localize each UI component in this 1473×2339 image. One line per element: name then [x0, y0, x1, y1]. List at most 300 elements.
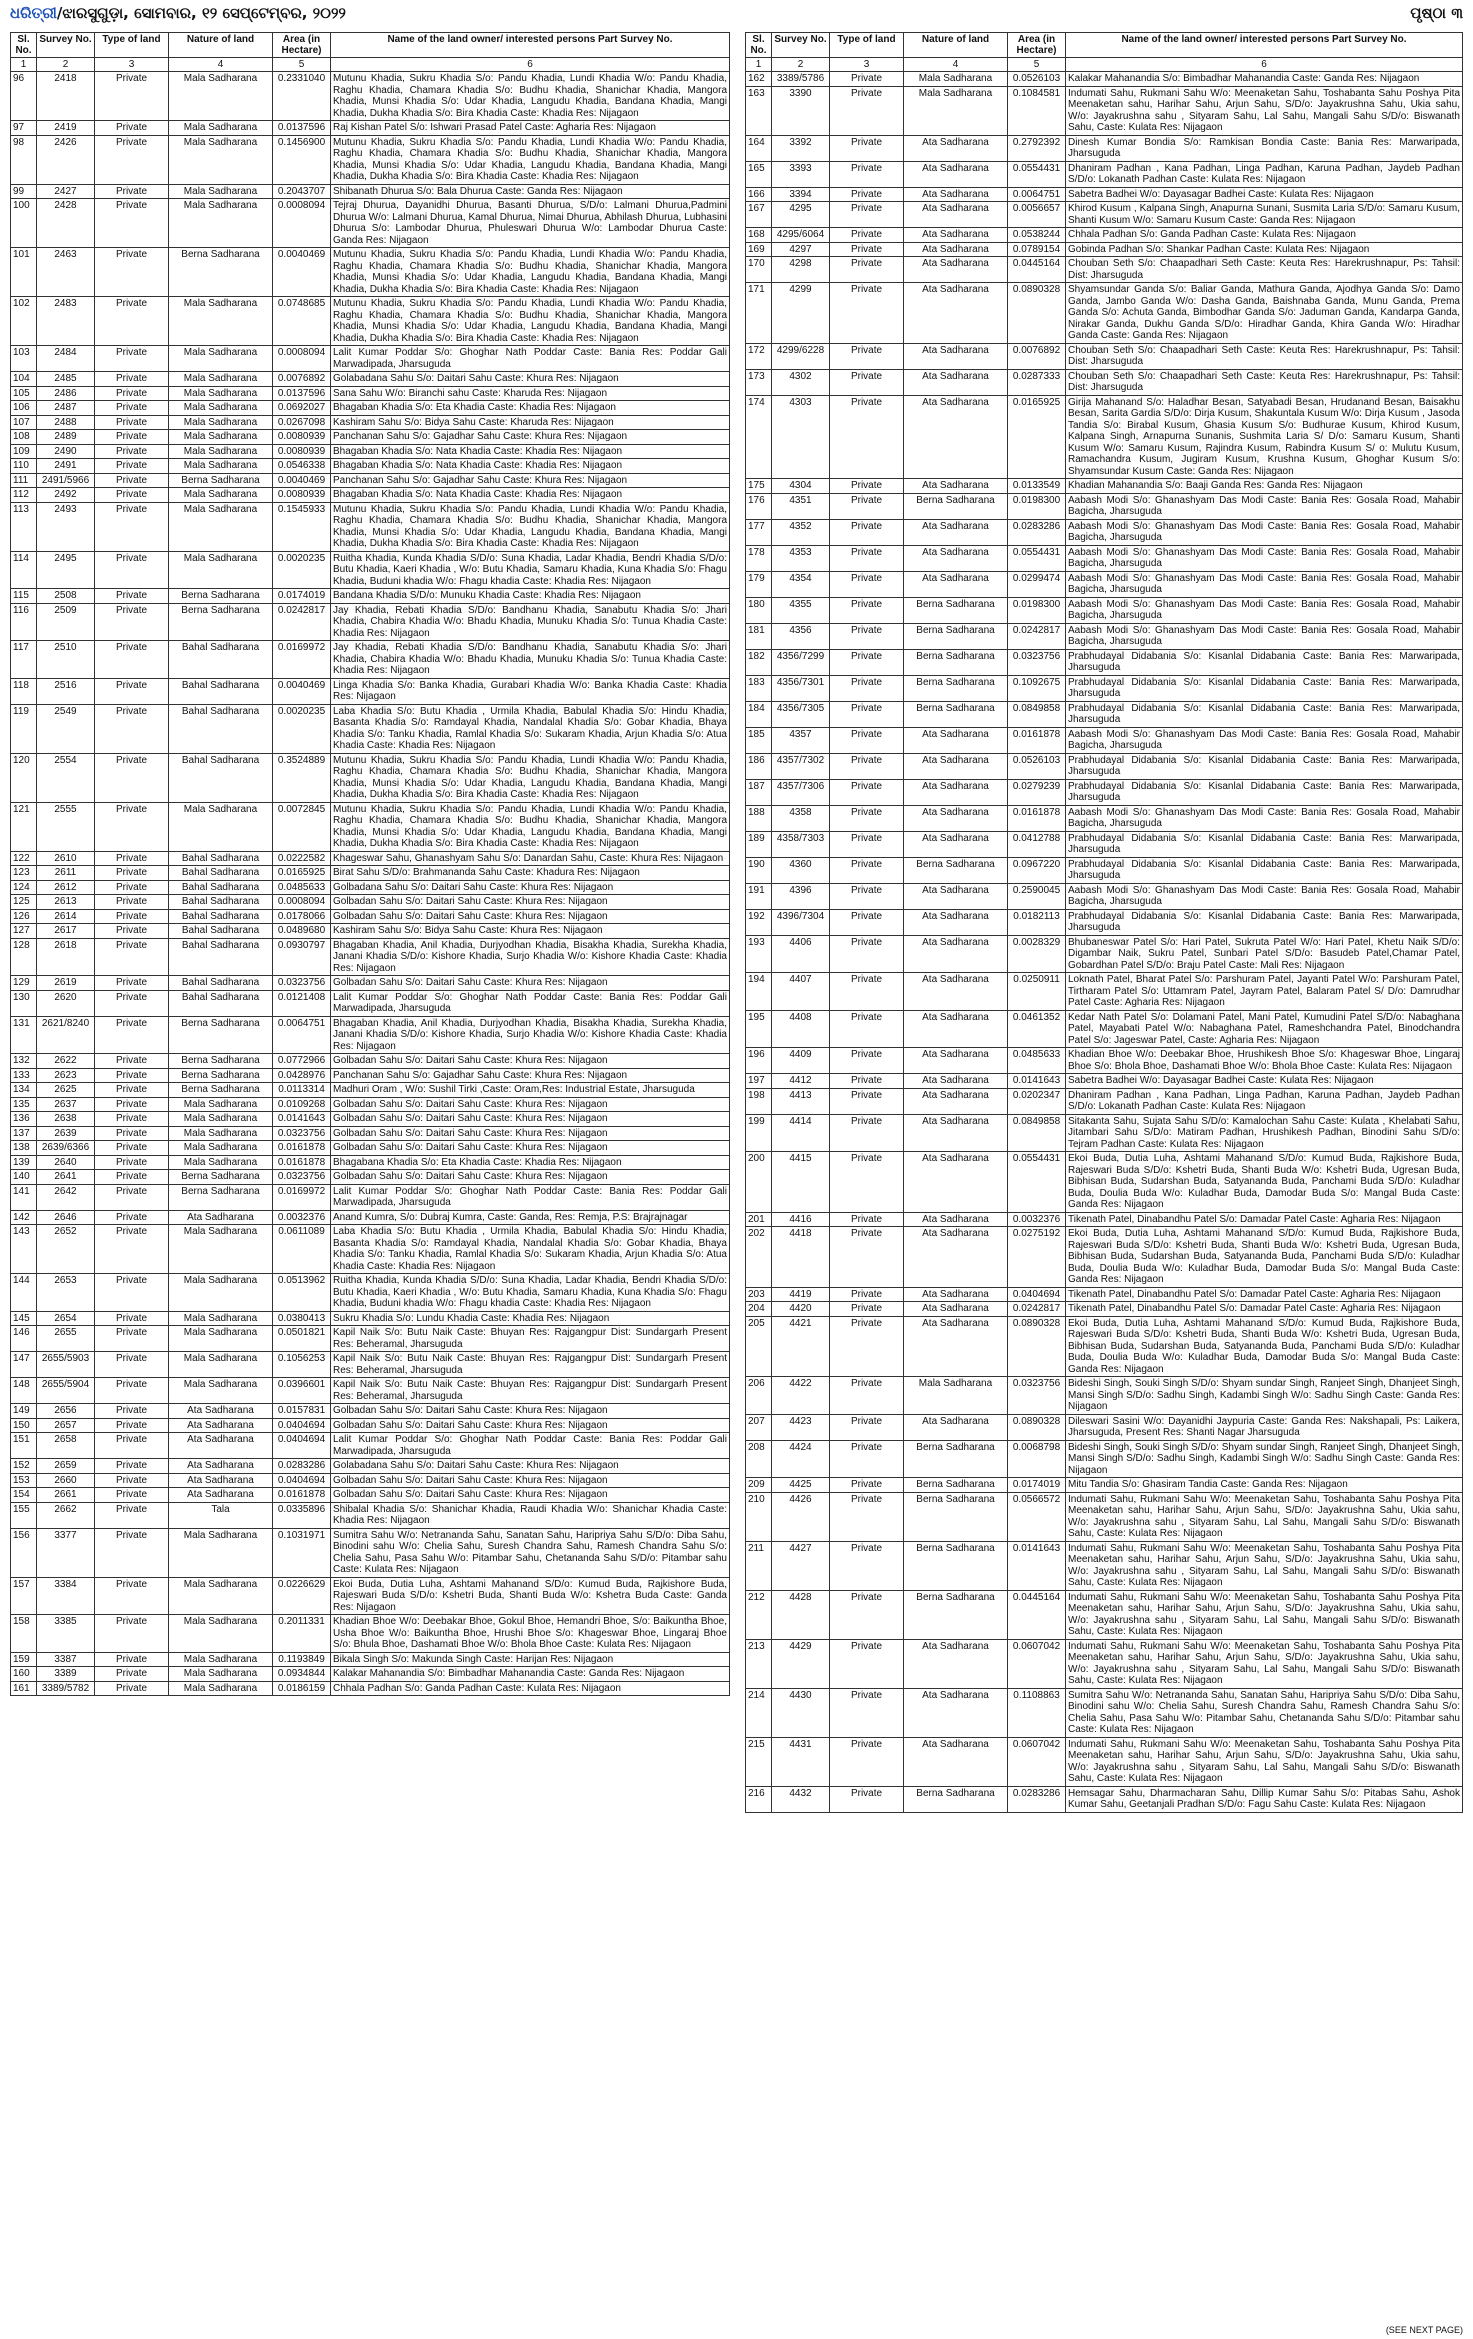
land-type-cell: Private [830, 395, 904, 479]
land-type-cell: Private [95, 924, 169, 939]
land-type-cell: Private [95, 1681, 169, 1696]
survey-no-cell: 2655 [37, 1326, 95, 1352]
land-type-cell: Private [95, 444, 169, 459]
owner-cell: Khirod Kusum , Kalpana Singh, Anapurna Sunani, Susmita Laria S/D/o: Samaru Kusum, Shanti Kusum W/o: Samaru Kusum Caste: Ganda Res: Nijagaon [1066, 202, 1463, 228]
survey-no-cell: 4356/7299 [772, 649, 830, 675]
table-row [11, 1083, 730, 1098]
table-row [11, 1326, 730, 1352]
land-type-cell: Private [830, 1414, 904, 1440]
area-cell: 0.0165925 [273, 866, 331, 881]
land-nature-cell: Mala Sadharana [169, 459, 273, 474]
owner-cell: Aabash Modi S/o: Ghanashyam Das Modi Caste: Bania Res: Gosala Road, Mahabir Bagicha, Jharsuguda [1066, 597, 1463, 623]
land-type-cell: Private [95, 1054, 169, 1069]
table-row [746, 883, 1463, 909]
area-cell: 0.0198300 [1008, 493, 1066, 519]
area-cell: 0.0513962 [273, 1274, 331, 1312]
table-row [11, 1155, 730, 1170]
owner-cell: Girija Mahanand S/o: Haladhar Besan, Satyabadi Besan, Hrudanand Besan, Baisakhu Besan, Sarita Gardia S/D/o: Dirja Kusum, Shakuntala Kusum W/o: Dirja Kusum , Jasoda Tandia S/o: Birabal Kusum, Ghasia Kusum S/o: Budhurae Kusum, Khirod Kusum, Kalpana Singh, Arnapurna Sunanis, Sushmita Laria S/ D/o: Samaru Kusum, Shanti Kusum W/o: Samaru Kusum, Rajindra Kusum, Rabindra Kusum S/ o: Mulutu Kusum, Ramachandra Kusum, Jugiram Kusum, Krushna Kusum, Ghoghar Kusum S/o: Shyamsundar Kusum Caste: Ganda Res: Nijagaon [1066, 395, 1463, 479]
land-nature-cell: Mala Sadharana [169, 1274, 273, 1312]
survey-no-cell: 4298 [772, 257, 830, 283]
sl-no-cell: 184 [746, 701, 772, 727]
table-row [746, 805, 1463, 831]
owner-cell: Golbadan Sahu S/o: Daitari Sahu Caste: Khura Res: Nijagaon [331, 1112, 730, 1127]
land-nature-cell: Bahal Sadharana [169, 880, 273, 895]
owner-cell: Mitu Tandia S/o: Ghasiram Tandia Caste: Ganda Res: Nijagaon [1066, 1478, 1463, 1493]
table-row [11, 184, 730, 199]
land-nature-cell: Ata Sadharana [904, 242, 1008, 257]
survey-no-cell: 2419 [37, 121, 95, 136]
survey-no-cell: 3385 [37, 1615, 95, 1653]
table-row [746, 242, 1463, 257]
survey-no-cell: 2662 [37, 1502, 95, 1528]
survey-no-cell: 2655/5903 [37, 1352, 95, 1378]
survey-no-cell: 2489 [37, 430, 95, 445]
survey-no-cell: 4360 [772, 857, 830, 883]
area-cell: 0.2331040 [273, 72, 331, 121]
sl-no-cell: 206 [746, 1377, 772, 1415]
owner-cell: Tikenath Patel, Dinabandhu Patel S/o: Damadar Patel Caste: Agharia Res: Nijagaon [1066, 1212, 1463, 1227]
land-nature-cell: Ata Sadharana [904, 1227, 1008, 1288]
table-row [746, 1377, 1463, 1415]
survey-no-cell: 4396 [772, 883, 830, 909]
area-cell: 0.0226629 [273, 1577, 331, 1615]
owner-cell: Gobinda Padhan S/o: Shankar Padhan Caste: Kulata Res: Nijagaon [1066, 242, 1463, 257]
sl-no-cell: 121 [11, 802, 37, 851]
table-row [11, 704, 730, 753]
area-cell: 0.0890328 [1008, 1316, 1066, 1377]
table-row [11, 1502, 730, 1528]
owner-cell: Chouban Seth S/o: Chaapadhari Seth Caste: Keuta Res: Harekrushnapur, Ps: Tahsil: Dist: Jharsuguda [1066, 343, 1463, 369]
land-nature-cell: Ata Sadharana [169, 1404, 273, 1419]
land-type-cell: Private [95, 1667, 169, 1682]
area-cell: 0.0250911 [1008, 973, 1066, 1011]
area-cell: 0.1031971 [273, 1528, 331, 1577]
sl-no-cell: 180 [746, 597, 772, 623]
sl-no-cell: 138 [11, 1141, 37, 1156]
owner-cell: Bideshi Singh, Souki Singh S/D/o: Shyam sundar Singh, Ranjeet Singh, Dhanjeet Singh, Mansi Singh S/D/o: Sadhu Singh, Kadambi Singh W/o: Sadhu Singh Caste: Ganda Res: Nijagaon [1066, 1440, 1463, 1478]
land-type-cell: Private [95, 1378, 169, 1404]
header-num: 4 [169, 58, 273, 72]
sl-no-cell: 126 [11, 909, 37, 924]
survey-no-cell: 4427 [772, 1541, 830, 1590]
owner-cell: Bandana Khadia S/D/o: Munuku Khadia Caste: Khadia Res: Nijagaon [331, 589, 730, 604]
sl-no-cell: 212 [746, 1590, 772, 1639]
land-type-cell: Private [830, 1152, 904, 1213]
land-nature-cell: Ata Sadharana [904, 973, 1008, 1011]
owner-cell: Golbadan Sahu S/o: Daitari Sahu Caste: Khura Res: Nijagaon [331, 1097, 730, 1112]
land-type-cell: Private [95, 990, 169, 1016]
table-row [746, 545, 1463, 571]
table-row [11, 346, 730, 372]
survey-no-cell: 4409 [772, 1048, 830, 1074]
sl-no-cell: 137 [11, 1126, 37, 1141]
area-cell: 0.0279239 [1008, 779, 1066, 805]
table-row [11, 121, 730, 136]
owner-cell: Panchanan Sahu S/o: Gajadhar Sahu Caste: Khura Res: Nijagaon [331, 430, 730, 445]
owner-cell: Bhagaban Khadia, Anil Khadia, Durjyodhan Khadia, Bisakha Khadia, Surekha Khadia, Janani Khadia S/D/o: Kishore Khadia, Surjo Khadia W/o: Kishore Khadia Caste: Khadia Res: Nijagaon [331, 1016, 730, 1054]
area-cell: 0.0287333 [1008, 369, 1066, 395]
owner-cell: Sumitra Sahu W/o: Netrananda Sahu, Sanatan Sahu, Haripriya Sahu S/D/o: Diba Sahu, Binodini sahu W/o: Chelia Sahu, Suresh Chandra Sahu, Ramesh Chandra Sahu S/o: Chelia Sahu, Pasa Sahu W/o: Pitambar Sahu, Chetananda Sahu S/D/o: Pitambar sahu Caste: Kulata Res: Nijagaon [1066, 1688, 1463, 1737]
land-type-cell: Private [830, 571, 904, 597]
table-row [11, 1404, 730, 1419]
header-num: 4 [904, 58, 1008, 72]
land-nature-cell: Bahal Sadharana [169, 678, 273, 704]
land-nature-cell: Ata Sadharana [904, 935, 1008, 973]
table-row [11, 1681, 730, 1696]
survey-no-cell: 4356/7305 [772, 701, 830, 727]
land-type-cell: Private [830, 1737, 904, 1786]
sl-no-cell: 139 [11, 1155, 37, 1170]
area-cell: 0.2043707 [273, 184, 331, 199]
owner-cell: Prabhudayal Didabania S/o: Kisanlal Didabania Caste: Bania Res: Marwaripada, Jharsuguda [1066, 909, 1463, 935]
sl-no-cell: 124 [11, 880, 37, 895]
land-nature-cell: Mala Sadharana [169, 1112, 273, 1127]
owner-cell: Chouban Seth S/o: Chaapadhari Seth Caste: Keuta Res: Harekrushnapur, Ps: Tahsil: Dist: Jharsuguda [1066, 369, 1463, 395]
survey-no-cell: 2488 [37, 415, 95, 430]
area-cell: 0.2590045 [1008, 883, 1066, 909]
area-cell: 0.0169972 [273, 1184, 331, 1210]
land-type-cell: Private [830, 701, 904, 727]
land-type-cell: Private [830, 369, 904, 395]
sl-no-cell: 194 [746, 973, 772, 1011]
left-column [10, 32, 730, 2332]
land-type-cell: Private [95, 1068, 169, 1083]
land-nature-cell: Bahal Sadharana [169, 641, 273, 679]
table-row [11, 851, 730, 866]
masthead [10, 0, 1463, 30]
land-nature-cell: Bahal Sadharana [169, 990, 273, 1016]
land-nature-cell: Berna Sadharana [904, 1492, 1008, 1541]
land-type-cell: Private [830, 675, 904, 701]
area-cell: 0.0772966 [273, 1054, 331, 1069]
land-nature-cell: Berna Sadharana [169, 248, 273, 297]
table-row [746, 161, 1463, 187]
table-row [746, 857, 1463, 883]
table-row [11, 1528, 730, 1577]
sl-no-cell: 145 [11, 1311, 37, 1326]
land-nature-cell: Mala Sadharana [169, 72, 273, 121]
land-type-cell: Private [95, 135, 169, 184]
table-row [746, 343, 1463, 369]
survey-no-cell: 4396/7304 [772, 909, 830, 935]
land-type-cell: Private [95, 1141, 169, 1156]
land-type-cell: Private [830, 479, 904, 494]
area-cell: 0.0174019 [1008, 1478, 1066, 1493]
sl-no-cell: 136 [11, 1112, 37, 1127]
sl-no-cell: 105 [11, 386, 37, 401]
sl-no-cell: 179 [746, 571, 772, 597]
area-cell: 0.0040469 [273, 473, 331, 488]
table-row [11, 1097, 730, 1112]
survey-no-cell: 3389/5786 [772, 72, 830, 87]
table-row [746, 1048, 1463, 1074]
survey-no-cell: 4358/7303 [772, 831, 830, 857]
sl-no-cell: 199 [746, 1114, 772, 1152]
sl-no-cell: 160 [11, 1667, 37, 1682]
owner-cell: Prabhudayal Didabania S/o: Kisanlal Didabania Caste: Bania Res: Marwaripada, Jharsuguda [1066, 779, 1463, 805]
survey-no-cell: 2427 [37, 184, 95, 199]
table-row [11, 1184, 730, 1210]
table-row [746, 675, 1463, 701]
land-type-cell: Private [95, 415, 169, 430]
land-nature-cell: Mala Sadharana [169, 444, 273, 459]
survey-no-cell: 3393 [772, 161, 830, 187]
sl-no-cell: 183 [746, 675, 772, 701]
land-type-cell: Private [95, 1274, 169, 1312]
area-cell: 0.2011331 [273, 1615, 331, 1653]
area-cell: 0.0032376 [273, 1210, 331, 1225]
survey-no-cell: 3384 [37, 1577, 95, 1615]
owner-cell: Prabhudayal Didabania S/o: Kisanlal Didabania Caste: Bania Res: Marwaripada, Jharsuguda [1066, 831, 1463, 857]
sl-no-cell: 172 [746, 343, 772, 369]
table-row [746, 257, 1463, 283]
land-type-cell: Private [95, 938, 169, 976]
survey-no-cell: 2426 [37, 135, 95, 184]
area-cell: 0.0428976 [273, 1068, 331, 1083]
sl-no-cell: 106 [11, 401, 37, 416]
right-column [745, 32, 1463, 2332]
brand-logo-text: ଧରିତ୍ରୀ [10, 4, 57, 22]
table-row [11, 1418, 730, 1433]
owner-cell: Khadian Bhoe W/o: Deebakar Bhoe, Hrushikesh Bhoe S/o: Khageswar Bhoe, Lingaraj Bhoe S/o: Bhola Bhoe, Dashamati Bhoe W/o: Bhola Bhoe Caste: Kulata Res: Nijagaon [1066, 1048, 1463, 1074]
land-nature-cell: Bahal Sadharana [169, 976, 273, 991]
sl-no-cell: 110 [11, 459, 37, 474]
land-nature-cell: Berna Sadharana [904, 1440, 1008, 1478]
land-type-cell: Private [830, 1048, 904, 1074]
table-row [746, 753, 1463, 779]
owner-cell: Ekoi Buda, Dutia Luha, Ashtami Mahanand S/D/o: Kumud Buda, Rajkishore Buda, Rajeswari Buda S/D/o: Kshetri Buda, Shanti Buda W/o: Kshetra Buda Caste: Ganda Res: Nijagaon [331, 1577, 730, 1615]
land-type-cell: Private [95, 372, 169, 387]
land-acquisition-table-left [10, 32, 730, 1696]
header-number-row [11, 58, 730, 72]
land-type-cell: Private [95, 1502, 169, 1528]
survey-no-cell: 4358 [772, 805, 830, 831]
sl-no-cell: 153 [11, 1473, 37, 1488]
land-type-cell: Private [95, 1352, 169, 1378]
owner-cell: Dhaniram Padhan , Kana Padhan, Linga Padhan, Karuna Padhan, Jaydeb Padhan S/D/o: Lokanath Padhan Caste: Kulata Res: Nijagaon [1066, 161, 1463, 187]
survey-no-cell: 4354 [772, 571, 830, 597]
land-type-cell: Private [830, 1786, 904, 1812]
survey-no-cell: 4428 [772, 1590, 830, 1639]
area-cell: 0.0076892 [1008, 343, 1066, 369]
table-row [11, 1068, 730, 1083]
owner-cell: Golbadan Sahu S/o: Daitari Sahu Caste: Khura Res: Nijagaon [331, 1473, 730, 1488]
area-cell: 0.0157831 [273, 1404, 331, 1419]
survey-no-cell: 4299/6228 [772, 343, 830, 369]
header-nature: Nature of land [904, 33, 1008, 58]
area-cell: 0.0141643 [1008, 1541, 1066, 1590]
table-row [746, 1688, 1463, 1737]
survey-no-cell: 4423 [772, 1414, 830, 1440]
survey-no-cell: 2640 [37, 1155, 95, 1170]
area-cell: 0.0335896 [273, 1502, 331, 1528]
owner-cell: Bhagaban Khadia S/o: Eta Khadia Caste: Khadia Res: Nijagaon [331, 401, 730, 416]
sl-no-cell: 119 [11, 704, 37, 753]
owner-cell: Prabhudayal Didabania S/o: Kisanlal Didabania Caste: Bania Res: Marwaripada, Jharsuguda [1066, 649, 1463, 675]
owner-cell: Prabhudayal Didabania S/o: Kisanlal Didabania Caste: Bania Res: Marwaripada, Jharsuguda [1066, 701, 1463, 727]
sl-no-cell: 155 [11, 1502, 37, 1528]
area-cell: 0.0323756 [273, 976, 331, 991]
owner-cell: Kashiram Sahu S/o: Bidya Sahu Caste: Khura Res: Nijagaon [331, 924, 730, 939]
survey-no-cell: 4356/7301 [772, 675, 830, 701]
land-type-cell: Private [95, 1459, 169, 1474]
header-type: Type of land [830, 33, 904, 58]
land-type-cell: Private [95, 1210, 169, 1225]
table-row [746, 283, 1463, 344]
sl-no-cell: 169 [746, 242, 772, 257]
land-type-cell: Private [95, 895, 169, 910]
table-row [746, 479, 1463, 494]
survey-no-cell: 4304 [772, 479, 830, 494]
table-row [11, 386, 730, 401]
sl-no-cell: 151 [11, 1433, 37, 1459]
land-type-cell: Private [830, 1478, 904, 1493]
sl-no-cell: 154 [11, 1488, 37, 1503]
land-nature-cell: Berna Sadharana [904, 1590, 1008, 1639]
table-row [746, 571, 1463, 597]
table-row [11, 1170, 730, 1185]
land-nature-cell: Ata Sadharana [904, 1688, 1008, 1737]
header-num: 2 [37, 58, 95, 72]
table-row [746, 1492, 1463, 1541]
land-nature-cell: Berna Sadharana [169, 473, 273, 488]
table-row [746, 1737, 1463, 1786]
owner-cell: Mutunu Khadia, Sukru Khadia S/o: Pandu Khadia, Lundi Khadia W/o: Pandu Khadia, Raghu Khadia, Chamara Khadia S/o: Budhu Khadia, Shanichar Khadia, Mangora Khadia, Munsi Khadia S/o: Udar Khadia, Langudu Khadia, Bandana Khadia, Mangi Khadia, Dukha Khadia S/o: Bira Khadia Caste: Khadia Res: Nijagaon [331, 502, 730, 551]
land-type-cell: Private [830, 161, 904, 187]
table-row [746, 1088, 1463, 1114]
owner-cell: Madhuri Oram , W/o: Sushil Tirki ,Caste: Oram,Res: Industrial Estate, Jharsuguda [331, 1083, 730, 1098]
land-nature-cell: Mala Sadharana [169, 386, 273, 401]
area-cell: 0.0283286 [273, 1459, 331, 1474]
area-cell: 0.0165925 [1008, 395, 1066, 479]
area-cell: 0.0554431 [1008, 545, 1066, 571]
land-nature-cell: Ata Sadharana [904, 1737, 1008, 1786]
land-nature-cell: Mala Sadharana [169, 488, 273, 503]
table-row [746, 519, 1463, 545]
land-nature-cell: Ata Sadharana [904, 1114, 1008, 1152]
sl-no-cell: 216 [746, 1786, 772, 1812]
table-row [746, 935, 1463, 973]
survey-no-cell: 4421 [772, 1316, 830, 1377]
owner-cell: Aabash Modi S/o: Ghanashyam Das Modi Caste: Bania Res: Gosala Road, Mahabir Bagicha, Jharsuguda [1066, 805, 1463, 831]
land-nature-cell: Berna Sadharana [169, 603, 273, 641]
sl-no-cell: 156 [11, 1528, 37, 1577]
table-row [746, 1152, 1463, 1213]
sl-no-cell: 161 [11, 1681, 37, 1696]
table-row [11, 1016, 730, 1054]
sl-no-cell: 150 [11, 1418, 37, 1433]
owner-cell: Golabadana Sahu S/o: Daitari Sahu Caste: Khura Res: Nijagaon [331, 1459, 730, 1474]
table-row [11, 895, 730, 910]
see-next-page-note: (SEE NEXT PAGE) [1385, 2325, 1463, 2335]
table-row [746, 228, 1463, 243]
table-row [11, 589, 730, 604]
land-nature-cell: Mala Sadharana [169, 430, 273, 445]
land-nature-cell: Mala Sadharana [169, 1378, 273, 1404]
table-row [746, 1316, 1463, 1377]
survey-no-cell: 2490 [37, 444, 95, 459]
survey-no-cell: 2620 [37, 990, 95, 1016]
header-num: 3 [830, 58, 904, 72]
land-nature-cell: Bahal Sadharana [169, 909, 273, 924]
sl-no-cell: 168 [746, 228, 772, 243]
owner-cell: Aabash Modi S/o: Ghanashyam Das Modi Caste: Bania Res: Gosala Road, Mahabir Bagicha, Jharsuguda [1066, 883, 1463, 909]
land-type-cell: Private [95, 1418, 169, 1433]
header-number-row [746, 58, 1463, 72]
land-nature-cell: Ata Sadharana [904, 1414, 1008, 1440]
owner-cell: Prabhudayal Didabania S/o: Kisanlal Didabania Caste: Bania Res: Marwaripada, Jharsuguda [1066, 753, 1463, 779]
owner-cell: Golbadan Sahu S/o: Daitari Sahu Caste: Khura Res: Nijagaon [331, 1141, 730, 1156]
owner-cell: Ruitha Khadia, Kunda Khadia S/D/o: Suna Khadia, Ladar Khadia, Bendri Khadia S/D/o: Butu Khadia, Kaeri Khadia , W/o: Butu Khadia, Samaru Khadia, Kuna Khadia S/o: Fhagu Khadia, Buduni khadia W/o: Fhagu khadia Caste: Khadia Res: Nijagaon [331, 1274, 730, 1312]
land-nature-cell: Ata Sadharana [169, 1459, 273, 1474]
sl-no-cell: 164 [746, 135, 772, 161]
land-nature-cell: Ata Sadharana [904, 283, 1008, 344]
owner-cell: Aabash Modi S/o: Ghanashyam Das Modi Caste: Bania Res: Gosala Road, Mahabir Bagicha, Jharsuguda [1066, 519, 1463, 545]
land-type-cell: Private [830, 1639, 904, 1688]
area-cell: 0.0930797 [273, 938, 331, 976]
header-owner: Name of the land owner/ interested persons Part Survey No. [1066, 33, 1463, 58]
sl-no-cell: 158 [11, 1615, 37, 1653]
sl-no-cell: 128 [11, 938, 37, 976]
land-type-cell: Private [95, 866, 169, 881]
land-nature-cell: Berna Sadharana [169, 589, 273, 604]
owner-cell: Sana Sahu W/o: Biranchi sahu Caste: Kharuda Res: Nijagaon [331, 386, 730, 401]
sl-no-cell: 165 [746, 161, 772, 187]
land-type-cell: Private [95, 851, 169, 866]
sl-no-cell: 198 [746, 1088, 772, 1114]
sl-no-cell: 171 [746, 283, 772, 344]
land-type-cell: Private [830, 257, 904, 283]
owner-cell: Golbadan Sahu S/o: Daitari Sahu Caste: Khura Res: Nijagaon [331, 1418, 730, 1433]
land-type-cell: Private [830, 909, 904, 935]
header-area: Area (in Hectare) [1008, 33, 1066, 58]
table-row [746, 1212, 1463, 1227]
area-cell: 0.0222582 [273, 851, 331, 866]
sl-no-cell: 189 [746, 831, 772, 857]
area-cell: 0.1108863 [1008, 1688, 1066, 1737]
land-type-cell: Private [95, 459, 169, 474]
sl-no-cell: 197 [746, 1074, 772, 1089]
table-row [11, 1459, 730, 1474]
owner-cell: Bhagaban Khadia S/o: Nata Khadia Caste: Khadia Res: Nijagaon [331, 444, 730, 459]
sl-no-cell: 157 [11, 1577, 37, 1615]
land-nature-cell: Mala Sadharana [169, 297, 273, 346]
area-cell: 0.0890328 [1008, 1414, 1066, 1440]
table-row [746, 135, 1463, 161]
owner-cell: Sabetra Badhei W/o: Dayasagar Badhei Caste: Kulata Res: Nijagaon [1066, 187, 1463, 202]
survey-no-cell: 4299 [772, 283, 830, 344]
sl-no-cell: 186 [746, 753, 772, 779]
land-type-cell: Private [95, 248, 169, 297]
owner-cell: Chhala Padhan S/o: Ganda Padhan Caste: Kulata Res: Nijagaon [1066, 228, 1463, 243]
sl-no-cell: 125 [11, 895, 37, 910]
survey-no-cell: 2617 [37, 924, 95, 939]
area-cell: 0.1456900 [273, 135, 331, 184]
area-cell: 0.0109268 [273, 1097, 331, 1112]
land-nature-cell: Ata Sadharana [904, 727, 1008, 753]
table-row [746, 1074, 1463, 1089]
area-cell: 0.0198300 [1008, 597, 1066, 623]
area-cell: 0.0161878 [1008, 727, 1066, 753]
table-row [746, 369, 1463, 395]
land-nature-cell: Mala Sadharana [904, 72, 1008, 87]
land-type-cell: Private [830, 187, 904, 202]
land-type-cell: Private [95, 1488, 169, 1503]
land-nature-cell: Ata Sadharana [904, 571, 1008, 597]
area-cell: 0.0008094 [273, 346, 331, 372]
land-type-cell: Private [95, 72, 169, 121]
survey-no-cell: 2622 [37, 1054, 95, 1069]
